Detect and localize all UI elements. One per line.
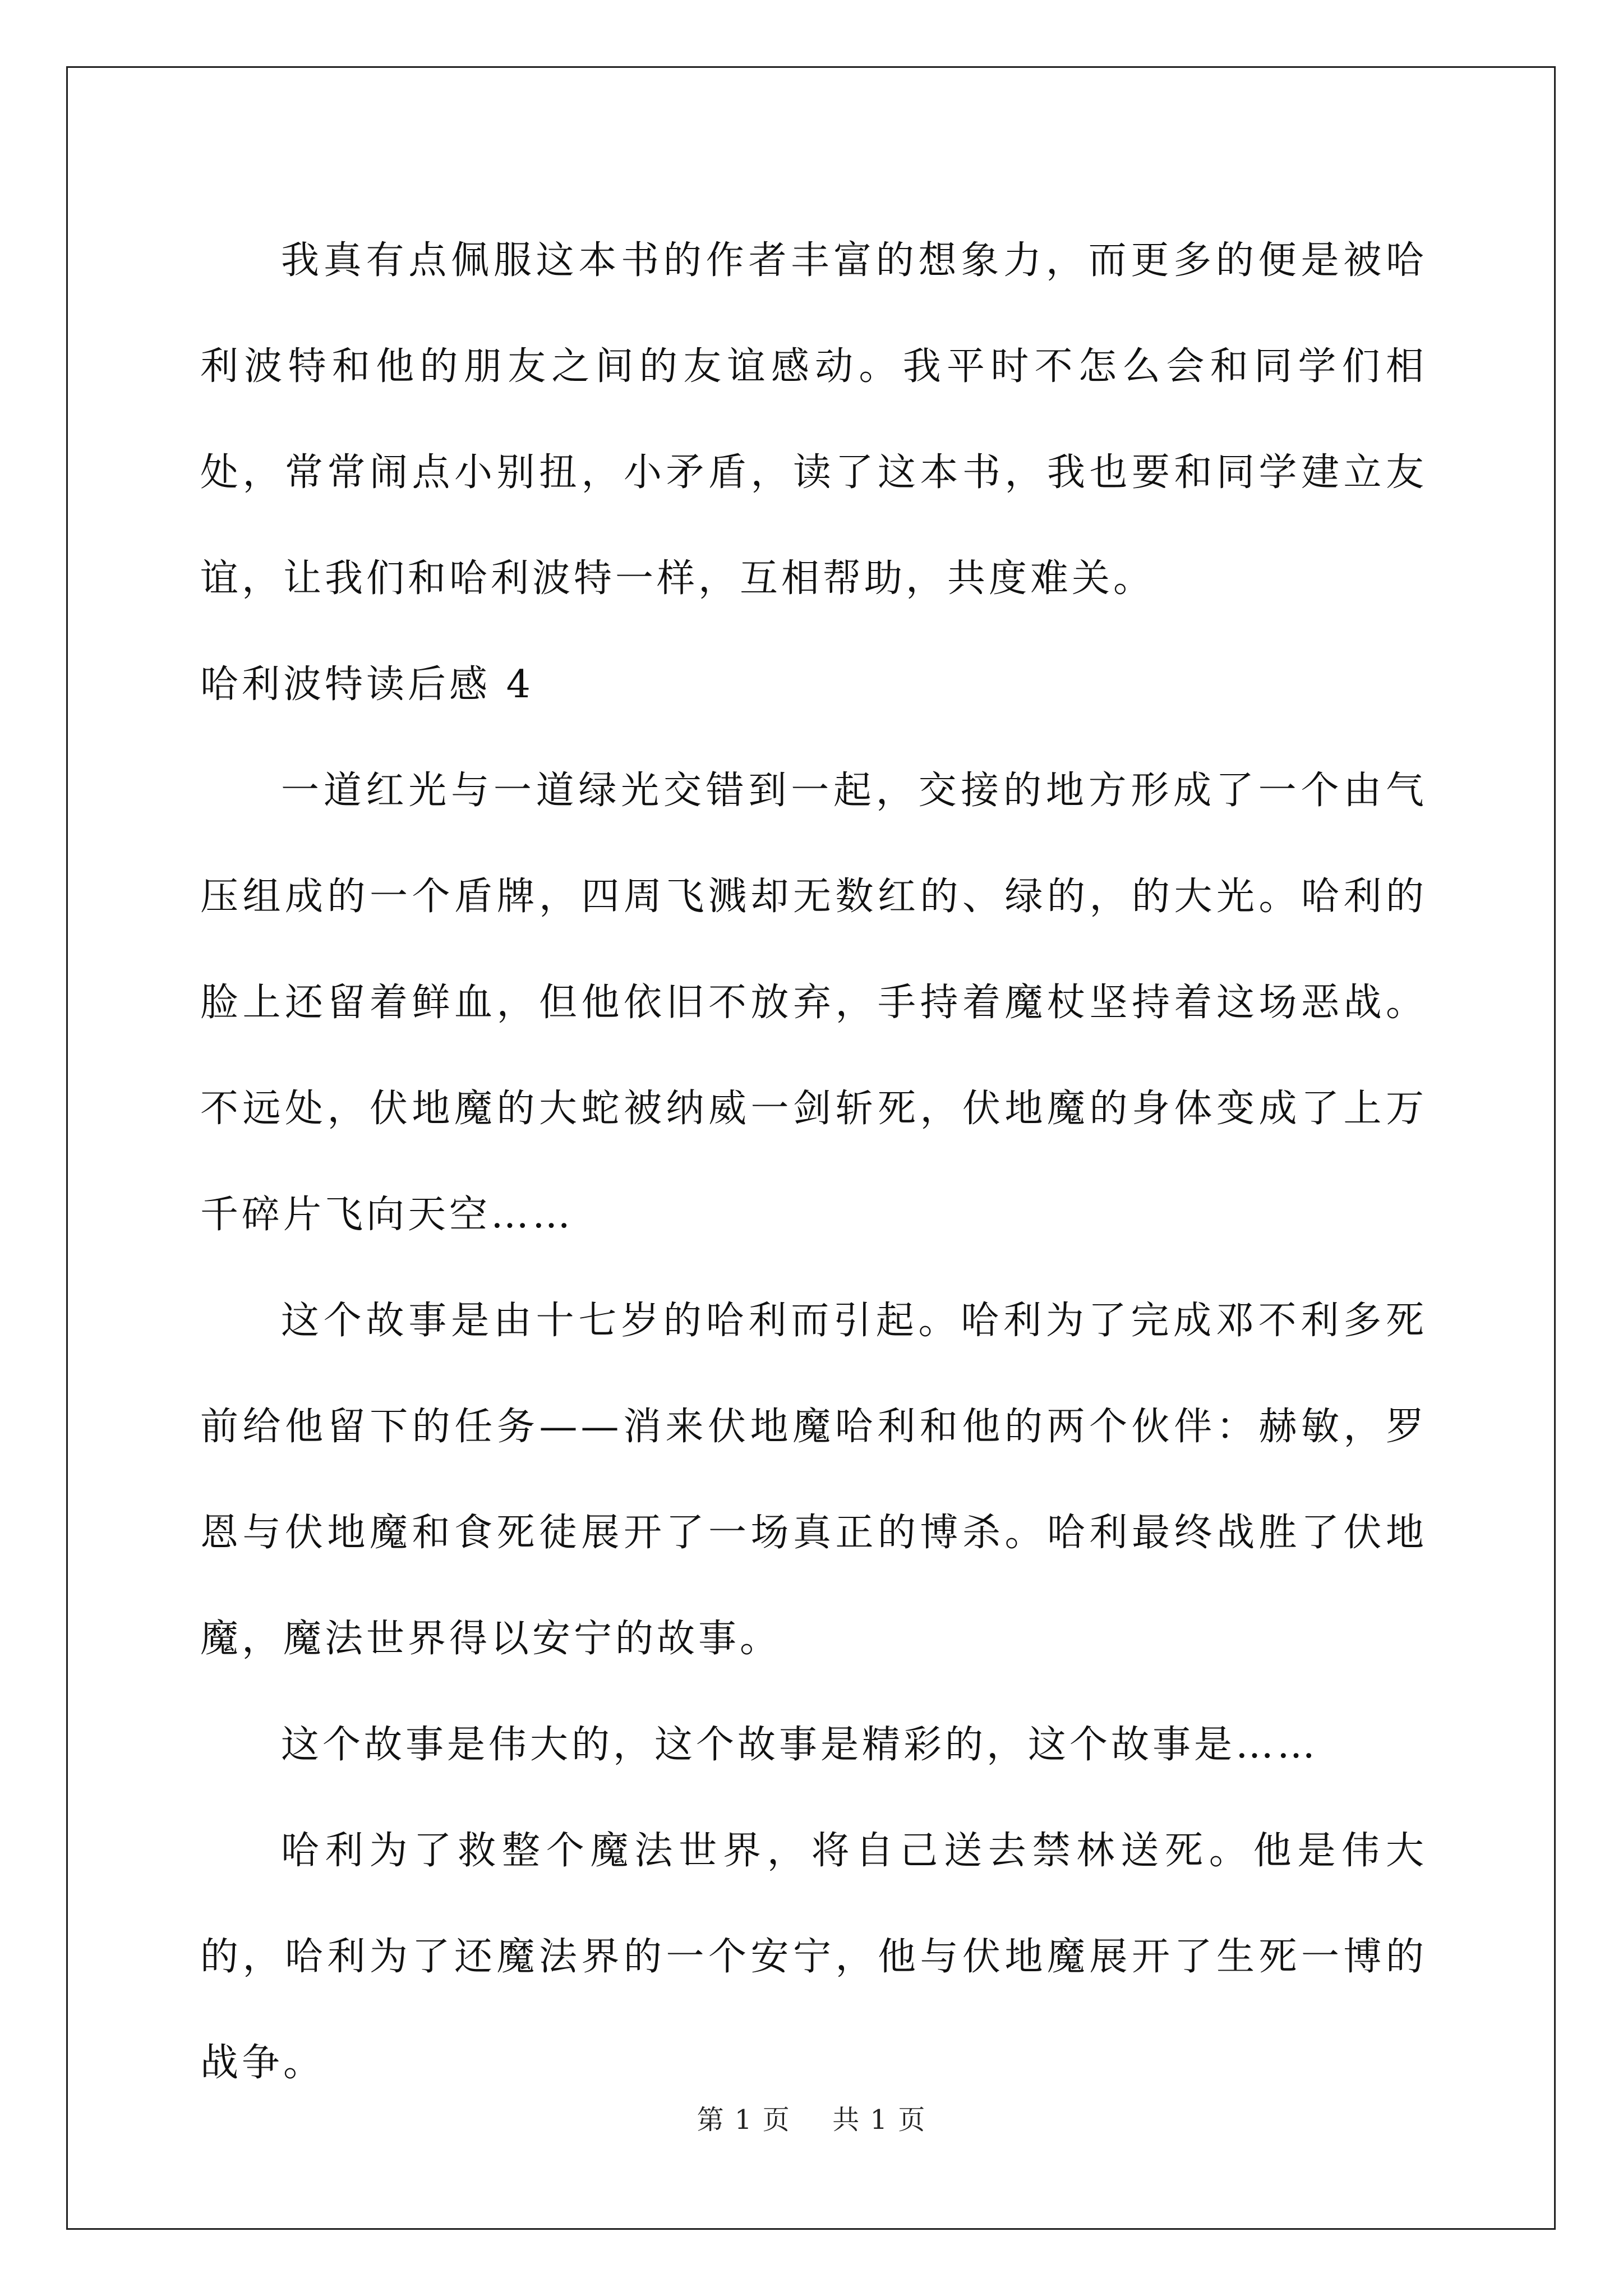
page-footer <box>0 2098 1623 2137</box>
paragraph-3: 这个故事是由十七岁的哈利而引起。哈利为了完成邓不利多死前给他留下的任务——消来伏地魔哈利和他的两个伙伴：赫敏，罗恩与伏地魔和食死徒展开了一场真正的博杀。哈利最终战胜了伏地魔，魔法世界得以安宁的故事。 <box>200 1299 1427 1661</box>
section-heading: 哈利波特读后感 4 <box>200 662 534 707</box>
paragraph-1: 我真有点佩服这本书的作者丰富的想象力，而更多的便是被哈利波特和他的朋友之间的友谊感动。我平时不怎么会和同学们相处，常常闹点小别扭，小矛盾，读了这本书，我也要和同学建立友谊，让我们和哈利波特一样，互相帮助，共度难关。 <box>200 238 1427 601</box>
page-total: 共 1 页 <box>832 2104 926 2136</box>
paragraph-4: 这个故事是伟大的，这个故事是精彩的，这个故事是…… <box>281 1723 1319 1767</box>
page-number: 第 1 页 <box>697 2104 791 2136</box>
paragraph-2: 一道红光与一道绿光交错到一起，交接的地方形成了一个由气压组成的一个盾牌，四周飞溅却无数红的、绿的，的大光。哈利的脸上还留着鲜血，但他依旧不放弃，手持着魔杖坚持着这场恶战。不远处，伏地魔的大蛇被纳威一剑斩死，伏地魔的身体变成了上万千碎片飞向天空…… <box>200 769 1427 1237</box>
document-body <box>200 208 1427 2116</box>
paragraph-5: 哈利为了救整个魔法世界，将自己送去禁林送死。他是伟大的，哈利为了还魔法界的一个安宁，他与伏地魔展开了生死一博的战争。 <box>200 1829 1427 2085</box>
